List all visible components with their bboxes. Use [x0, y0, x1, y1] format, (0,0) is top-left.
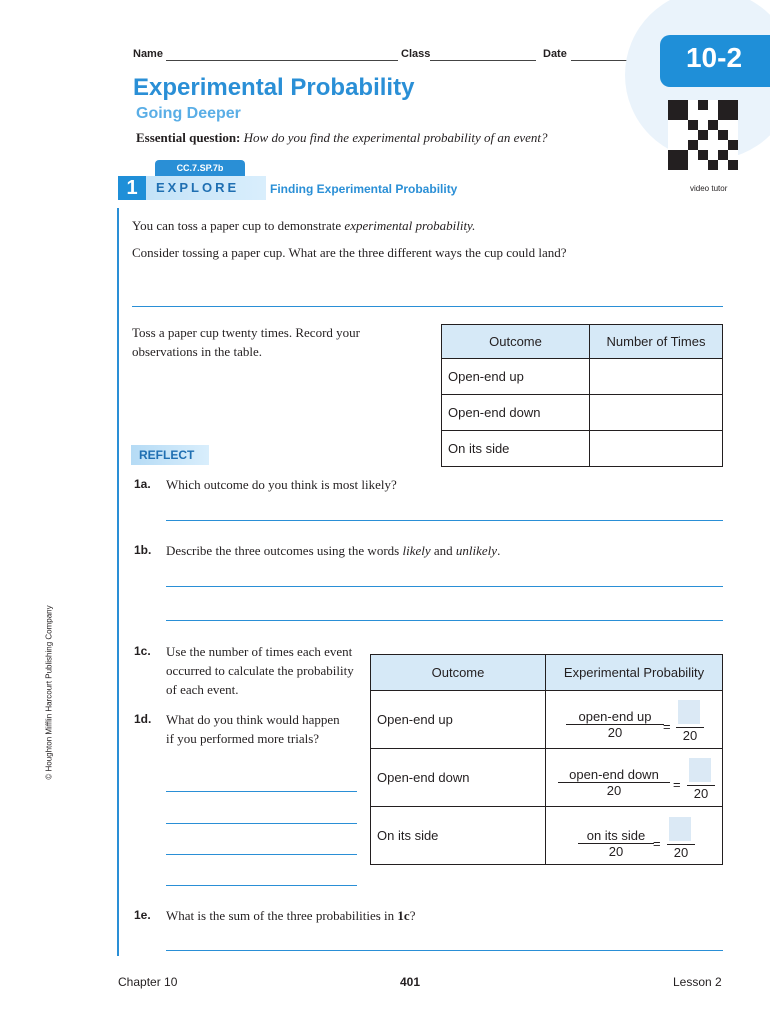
- fraction: [676, 712, 704, 743]
- table2-header-probability: Experimental Probability: [546, 655, 723, 691]
- fraction: [558, 767, 670, 798]
- fraction-denominator: 20: [673, 845, 689, 860]
- q1b-prefix: Describe the three outcomes using the words: [166, 543, 403, 558]
- q1b-unlikely: unlikely: [455, 543, 498, 558]
- table1-header-outcome: Outcome: [442, 325, 590, 359]
- answer-line-intro[interactable]: [132, 306, 723, 307]
- question-1d-text: What do you think would happen if you performed more trials?: [166, 712, 340, 746]
- reflect-label: REFLECT: [131, 445, 209, 465]
- question-1e-label: 1e.: [134, 908, 151, 922]
- fraction-numerator-blank: [676, 712, 704, 728]
- essential-question-label: Essential question:: [136, 130, 241, 145]
- answer-line-1b[interactable]: [166, 586, 723, 587]
- fraction-numerator: on its side: [578, 828, 654, 844]
- answer-line-1d[interactable]: [166, 823, 357, 824]
- q1b-likely: likely: [402, 543, 431, 558]
- explore-label: EXPLORE: [156, 180, 240, 195]
- table1-outcome: Open-end up: [442, 359, 590, 395]
- question-1a-label: 1a.: [134, 477, 151, 491]
- question-1c-label: 1c.: [134, 644, 151, 658]
- publisher-credit: © Houghton Mifflin Harcourt Publishing Company: [44, 605, 54, 780]
- table-row: [442, 395, 723, 431]
- equals-sign: =: [653, 836, 661, 851]
- observations-table: [441, 324, 723, 467]
- fraction-numerator-blank: [687, 770, 715, 786]
- fraction-denominator: 20: [606, 783, 622, 798]
- table1-outcome: On its side: [442, 431, 590, 467]
- equals-sign: =: [673, 777, 681, 792]
- qr-code-icon[interactable]: [668, 100, 738, 170]
- table1-count-cell[interactable]: [590, 431, 723, 467]
- fraction-denominator: 20: [607, 725, 623, 740]
- answer-line-1e[interactable]: [166, 950, 723, 951]
- answer-line-1b[interactable]: [166, 620, 723, 621]
- footer-chapter: Chapter 10: [118, 975, 178, 989]
- fraction-numerator-blank: [667, 829, 695, 845]
- equals-sign: =: [663, 719, 671, 734]
- explore-number: 1: [118, 176, 146, 200]
- intro-text: You can toss a paper cup to demonstrate: [132, 218, 345, 233]
- question-1b-text: [166, 541, 500, 560]
- date-field[interactable]: [571, 60, 628, 61]
- explore-title: Finding Experimental Probability: [270, 182, 458, 196]
- question-1c-text: Use the number of times each event occurred to calculate the probability of each event.: [166, 644, 354, 697]
- answer-line-1d[interactable]: [166, 791, 357, 792]
- q1e-end: ?: [409, 908, 416, 923]
- standard-tag: CC.7.SP.7b: [155, 160, 245, 176]
- fraction-denominator: 20: [693, 786, 709, 801]
- answer-line-1d[interactable]: [166, 885, 357, 886]
- page-border: [117, 208, 119, 956]
- table2-outcome: On its side: [371, 807, 546, 865]
- question-1d-label: 1d.: [134, 712, 152, 726]
- page-subtitle: Going Deeper: [136, 105, 241, 122]
- toss-instruction: Toss a paper cup twenty times. Record your observations in the table.: [132, 325, 360, 359]
- fraction-denominator: 20: [608, 844, 624, 859]
- fraction-denominator: 20: [682, 728, 698, 743]
- q1e-prefix: What is the sum of the three probabilities in: [166, 908, 398, 923]
- fraction: [578, 828, 654, 859]
- table-row: [442, 359, 723, 395]
- intro-question: Consider tossing a paper cup. What are the three different ways the cup could land?: [132, 245, 567, 260]
- intro-italic: experimental probability.: [344, 218, 476, 233]
- table2-outcome: Open-end down: [371, 749, 546, 807]
- fraction-numerator: open-end up: [566, 709, 664, 725]
- q1b-end: .: [497, 543, 501, 558]
- table2-header-outcome: Outcome: [371, 655, 546, 691]
- date-label: Date: [543, 48, 567, 60]
- answer-line-1d[interactable]: [166, 854, 357, 855]
- essential-question: [136, 130, 548, 146]
- table1-count-cell[interactable]: [590, 359, 723, 395]
- video-tutor-label: video tutor: [690, 184, 728, 193]
- footer-lesson: Lesson 2: [673, 975, 722, 989]
- fraction: [667, 829, 695, 860]
- question-1b-label: 1b.: [134, 543, 152, 557]
- essential-question-text: How do you find the experimental probability of an event?: [243, 130, 548, 145]
- intro-line1: [132, 216, 592, 235]
- page-title: Experimental Probability: [133, 74, 415, 101]
- class-label: Class: [401, 48, 431, 60]
- answer-line-1a[interactable]: [166, 520, 723, 521]
- fraction: [566, 709, 664, 740]
- question-1a-text: Which outcome do you think is most likely?: [166, 477, 397, 492]
- fraction-numerator: open-end down: [558, 767, 670, 783]
- question-1e-text: [166, 906, 415, 925]
- fraction: [687, 770, 715, 801]
- footer-page-number: 401: [400, 975, 421, 989]
- table-row: [442, 431, 723, 467]
- table2-outcome: Open-end up: [371, 691, 546, 749]
- table1-count-cell[interactable]: [590, 395, 723, 431]
- lesson-number: 10-2: [685, 42, 743, 73]
- name-label: Name: [133, 48, 163, 60]
- name-field[interactable]: [166, 60, 398, 61]
- table1-header-count: Number of Times: [590, 325, 723, 359]
- q1e-ref: 1c: [397, 908, 410, 923]
- q1b-and: and: [430, 543, 456, 558]
- class-field[interactable]: [430, 60, 536, 61]
- table1-outcome: Open-end down: [442, 395, 590, 431]
